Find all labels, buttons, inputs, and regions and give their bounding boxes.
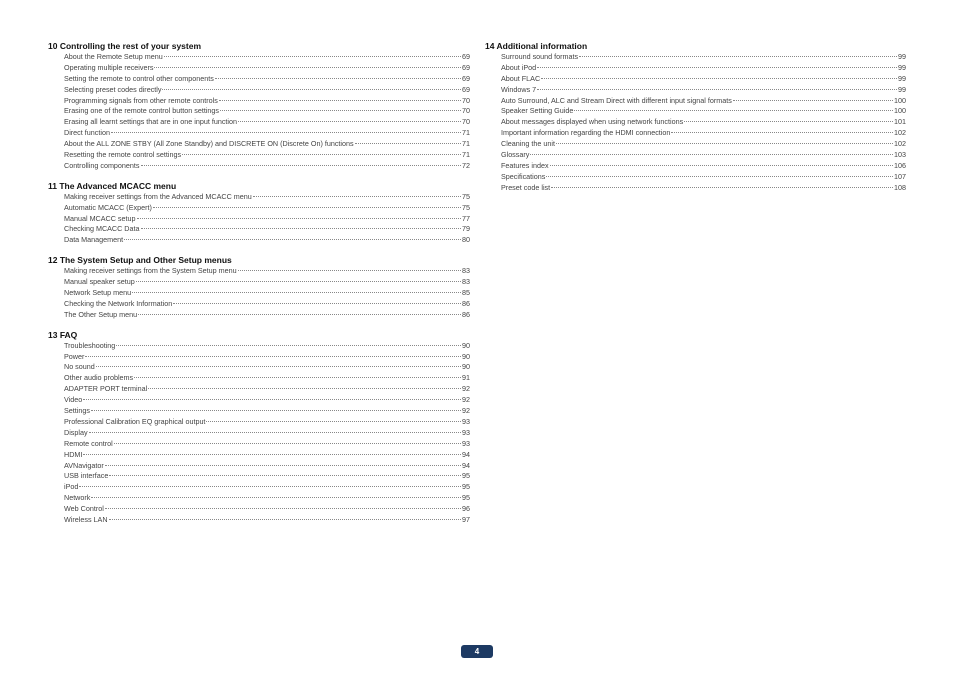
toc-entry-label: Checking the Network Information — [64, 298, 173, 308]
toc-entry-page-number: 95 — [462, 493, 470, 503]
toc-entry-page-number: 69 — [462, 84, 470, 94]
dot-leader — [551, 187, 893, 188]
toc-entry-link[interactable] — [48, 406, 470, 417]
toc-left-column — [48, 41, 470, 535]
toc-entry-label: Manual MCACC setup — [64, 213, 136, 223]
toc-entry-page-number: 90 — [462, 351, 470, 361]
dot-leader — [114, 443, 461, 444]
toc-entry-label: About the ALL ZONE STBY (All Zone Standby) and DISCRETE ON (Discrete On) functions — [64, 139, 354, 149]
toc-entry-page-number: 69 — [462, 73, 470, 83]
toc-entry-label: Programming signals from other remote controls — [64, 95, 218, 105]
toc-entry-label: Windows 7 — [501, 84, 537, 94]
dot-leader — [116, 345, 461, 346]
toc-entry-label: HDMI — [64, 449, 83, 459]
toc-entry-page-number: 92 — [462, 406, 470, 416]
toc-entry-label: Network — [64, 493, 91, 503]
dot-leader — [83, 454, 461, 455]
toc-entry-link[interactable] — [485, 52, 906, 63]
toc-entry-link[interactable] — [485, 150, 906, 161]
toc-right-column — [485, 41, 906, 203]
toc-entry-page-number: 106 — [894, 160, 906, 170]
toc-entry-link[interactable] — [48, 52, 470, 63]
toc-entry-label: Network Setup menu — [64, 288, 132, 298]
dot-leader — [141, 165, 461, 166]
dot-leader — [182, 154, 461, 155]
toc-entry-page-number: 80 — [462, 235, 470, 245]
toc-entry-page-number: 75 — [462, 202, 470, 212]
toc-entry-page-number: 99 — [898, 73, 906, 83]
toc-entry-link[interactable] — [48, 63, 470, 74]
toc-entry-link[interactable] — [48, 277, 470, 288]
toc-entry-label: Controlling components — [64, 160, 140, 170]
toc-entry-page-number: 94 — [462, 449, 470, 459]
toc-entry-link[interactable] — [485, 172, 906, 183]
toc-entry-page-number: 79 — [462, 224, 470, 234]
dot-leader — [162, 89, 461, 90]
toc-entry-link[interactable] — [48, 384, 470, 395]
toc-entry-link[interactable] — [48, 395, 470, 406]
toc-entry-link[interactable] — [48, 373, 470, 384]
toc-entry-link[interactable] — [48, 128, 470, 139]
dot-leader — [537, 67, 897, 68]
dot-leader — [164, 56, 461, 57]
toc-entry-link[interactable] — [48, 515, 470, 526]
dot-leader — [154, 67, 461, 68]
toc-entry-link[interactable] — [485, 85, 906, 96]
toc-entry-link[interactable] — [48, 117, 470, 128]
toc-entry-page-number: 97 — [462, 514, 470, 524]
toc-entry-label: Wireless LAN — [64, 514, 108, 524]
toc-entry-label: The Other Setup menu — [64, 309, 138, 319]
toc-entry-link[interactable] — [48, 96, 470, 107]
toc-entry-link[interactable] — [48, 192, 470, 203]
toc-entry-link[interactable] — [485, 139, 906, 150]
toc-entry-link[interactable] — [48, 428, 470, 439]
dot-leader — [136, 281, 461, 282]
toc-entry-label: Erasing one of the remote control button settings — [64, 106, 220, 116]
toc-entry-label: Auto Surround, ALC and Stream Direct with different input signal formats — [501, 95, 732, 105]
toc-entry-link[interactable] — [48, 224, 470, 235]
toc-entry-page-number: 93 — [462, 427, 470, 437]
toc-entry-page-number: 102 — [894, 128, 906, 138]
toc-entry-page-number: 92 — [462, 384, 470, 394]
toc-entry-page-number: 70 — [462, 95, 470, 105]
toc-entry-page-number: 93 — [462, 416, 470, 426]
toc-section — [48, 41, 470, 172]
toc-entry-link[interactable] — [48, 161, 470, 172]
dot-leader — [111, 132, 461, 133]
toc-entry-label: Display — [64, 427, 88, 437]
dot-leader — [109, 519, 461, 520]
toc-entry-link[interactable] — [48, 352, 470, 363]
toc-entry-link[interactable] — [48, 461, 470, 472]
dot-leader — [96, 366, 461, 367]
toc-entry-link[interactable] — [485, 183, 906, 194]
toc-entry-page-number: 101 — [894, 117, 906, 127]
toc-entry-label: About messages displayed when using network functions — [501, 117, 684, 127]
toc-entry-label: Checking MCACC Data — [64, 224, 140, 234]
toc-entry-label: Glossary — [501, 150, 530, 160]
section-heading: 14 Additional information — [485, 41, 588, 51]
toc-entry-page-number: 99 — [898, 52, 906, 61]
dot-leader — [83, 399, 461, 400]
toc-entry-link[interactable] — [48, 482, 470, 493]
toc-entry-page-number: 95 — [462, 482, 470, 492]
toc-entry-label: Features index — [501, 160, 549, 170]
toc-entry-label: Preset code list — [501, 182, 551, 192]
toc-entry-page-number: 71 — [462, 128, 470, 138]
toc-entry-link[interactable] — [485, 106, 906, 117]
toc-entry-link[interactable] — [48, 85, 470, 96]
toc-entry-page-number: 108 — [894, 182, 906, 192]
dot-leader — [253, 196, 461, 197]
toc-entry-page-number: 90 — [462, 340, 470, 350]
dot-leader — [355, 143, 461, 144]
toc-entry-label: Surround sound formats — [501, 52, 579, 61]
toc-entry-label: Direct function — [64, 128, 110, 138]
toc-entry-page-number: 71 — [462, 139, 470, 149]
dot-leader — [137, 218, 461, 219]
dot-leader — [134, 377, 461, 378]
toc-entry-label: Settings — [64, 406, 90, 416]
toc-entry-label: About the Remote Setup menu — [64, 52, 163, 61]
toc-entry-label: About iPod — [501, 62, 537, 72]
toc-entry-label: Speaker Setting Guide — [501, 106, 574, 116]
dot-leader — [124, 239, 461, 240]
toc-entry-label: Selecting preset codes directly — [64, 84, 162, 94]
dot-leader — [238, 121, 461, 122]
toc-entry-page-number: 90 — [462, 362, 470, 372]
toc-entry-label: No sound — [64, 362, 95, 372]
toc-entry-page-number: 96 — [462, 504, 470, 514]
toc-entry-link[interactable] — [48, 203, 470, 214]
toc-entry-label: Specifications — [501, 171, 546, 181]
dot-leader — [219, 100, 461, 101]
section-heading: 13 FAQ — [48, 329, 78, 340]
toc-entry-page-number: 83 — [462, 266, 470, 276]
toc-entry-label: Manual speaker setup — [64, 277, 135, 287]
dot-leader — [91, 497, 461, 498]
dot-leader — [579, 56, 897, 57]
toc-entry-link[interactable] — [485, 161, 906, 172]
toc-entry-label: USB interface — [64, 471, 109, 481]
toc-entry-page-number: 100 — [894, 106, 906, 116]
toc-entry-link[interactable] — [48, 214, 470, 225]
dot-leader — [148, 388, 461, 389]
toc-entry-link[interactable] — [48, 341, 470, 352]
toc-entry-page-number: 91 — [462, 373, 470, 383]
dot-leader — [138, 314, 461, 315]
toc-section — [485, 41, 906, 194]
dot-leader — [215, 78, 461, 79]
toc-entry-label: Resetting the remote control settings — [64, 150, 182, 160]
toc-entry-page-number: 95 — [462, 471, 470, 481]
toc-entry-link[interactable] — [48, 504, 470, 515]
toc-entry-label: Video — [64, 395, 83, 405]
toc-entry-page-number: 72 — [462, 160, 470, 170]
toc-entry-link[interactable] — [48, 310, 470, 321]
toc-entry-page-number: 69 — [462, 52, 470, 61]
toc-entry-page-number: 99 — [898, 84, 906, 94]
toc-entry-page-number: 93 — [462, 438, 470, 448]
section-heading: 11 The Advanced MCACC menu — [48, 180, 177, 191]
toc-entry-label: Power — [64, 351, 85, 361]
dot-leader — [550, 165, 893, 166]
dot-leader — [105, 465, 461, 466]
toc-entry-label: Setting the remote to control other components — [64, 73, 214, 83]
toc-entry-page-number: 85 — [462, 288, 470, 298]
toc-entry-label: Making receiver settings from the System Setup menu — [64, 266, 237, 276]
toc-entry-link[interactable] — [485, 63, 906, 74]
toc-entry-link[interactable] — [48, 439, 470, 450]
toc-entry-label: Automatic MCACC (Expert) — [64, 202, 152, 212]
toc-entry-link[interactable] — [48, 235, 470, 246]
toc-entry-link[interactable] — [48, 417, 470, 428]
dot-leader — [541, 78, 897, 79]
dot-leader — [89, 432, 461, 433]
dot-leader — [109, 475, 461, 476]
toc-entry-link[interactable] — [485, 96, 906, 107]
toc-entry-label: About FLAC — [501, 73, 541, 83]
toc-entry-page-number: 86 — [462, 298, 470, 308]
toc-entry-label: Web Control — [64, 504, 104, 514]
toc-entry-link[interactable] — [48, 362, 470, 373]
toc-entry-link[interactable] — [48, 106, 470, 117]
toc-entry-link[interactable] — [485, 117, 906, 128]
toc-entry-link[interactable] — [48, 493, 470, 504]
dot-leader — [85, 356, 461, 357]
toc-entry-label: Remote control — [64, 438, 113, 448]
toc-entry-link[interactable] — [48, 288, 470, 299]
page-number-badge: 4 — [461, 645, 493, 658]
toc-entry-page-number: 75 — [462, 191, 470, 201]
section-heading: 10 Controlling the rest of your system — [48, 41, 202, 51]
toc-entry-label: Operating multiple receivers — [64, 62, 154, 72]
dot-leader — [556, 143, 893, 144]
toc-entry-page-number: 103 — [894, 150, 906, 160]
toc-entry-label: Troubleshooting — [64, 340, 116, 350]
toc-entry-link[interactable] — [48, 299, 470, 310]
toc-entry-label: Making receiver settings from the Advanced MCACC menu — [64, 191, 252, 201]
dot-leader — [733, 100, 893, 101]
toc-entry-page-number: 100 — [894, 95, 906, 105]
dot-leader — [574, 110, 893, 111]
dot-leader — [91, 410, 461, 411]
toc-entry-page-number: 102 — [894, 139, 906, 149]
dot-leader — [671, 132, 893, 133]
dot-leader — [79, 486, 461, 487]
toc-entry-link[interactable] — [48, 74, 470, 85]
toc-entry-link[interactable] — [48, 139, 470, 150]
toc-entry-page-number: 70 — [462, 106, 470, 116]
dot-leader — [537, 89, 897, 90]
toc-entry-page-number: 86 — [462, 309, 470, 319]
dot-leader — [141, 228, 462, 229]
toc-entry-label: Data Management — [64, 235, 124, 245]
toc-entry-link[interactable] — [485, 128, 906, 139]
toc-entry-page-number: 83 — [462, 277, 470, 287]
dot-leader — [684, 121, 893, 122]
toc-entry-label: Cleaning the unit — [501, 139, 555, 149]
dot-leader — [206, 421, 461, 422]
toc-entry-page-number: 99 — [898, 62, 906, 72]
toc-entry-label: iPod — [64, 482, 79, 492]
toc-entry-page-number: 107 — [894, 171, 906, 181]
toc-entry-page-number: 94 — [462, 460, 470, 470]
toc-entry-label: AVNavigator — [64, 460, 104, 470]
dot-leader — [153, 207, 461, 208]
toc-entry-label: Important information regarding the HDMI connection — [501, 128, 671, 138]
toc-entry-page-number: 71 — [462, 150, 470, 160]
toc-entry-link[interactable] — [48, 266, 470, 277]
toc-entry-page-number: 92 — [462, 395, 470, 405]
dot-leader — [238, 270, 461, 271]
dot-leader — [220, 110, 461, 111]
toc-section — [48, 255, 470, 320]
toc-entry-page-number: 70 — [462, 117, 470, 127]
dot-leader — [105, 508, 461, 509]
section-heading: 12 The System Setup and Other Setup menus — [48, 255, 232, 266]
toc-entry-link[interactable] — [485, 74, 906, 85]
toc-entry-page-number: 77 — [462, 213, 470, 223]
toc-entry-link[interactable] — [48, 450, 470, 461]
dot-leader — [546, 176, 893, 177]
toc-entry-page-number: 69 — [462, 62, 470, 72]
toc-entry-label: Erasing all learnt settings that are in one input function — [64, 117, 238, 127]
toc-section — [48, 181, 470, 246]
dot-leader — [530, 154, 893, 155]
toc-entry-label: Professional Calibration EQ graphical output — [64, 416, 206, 426]
toc-section — [48, 330, 470, 526]
toc-entry-label: ADAPTER PORT terminal — [64, 384, 148, 394]
toc-entry-label: Other audio problems — [64, 373, 134, 383]
toc-entry-link[interactable] — [48, 471, 470, 482]
toc-entry-link[interactable] — [48, 150, 470, 161]
dot-leader — [173, 303, 461, 304]
dot-leader — [132, 292, 461, 293]
